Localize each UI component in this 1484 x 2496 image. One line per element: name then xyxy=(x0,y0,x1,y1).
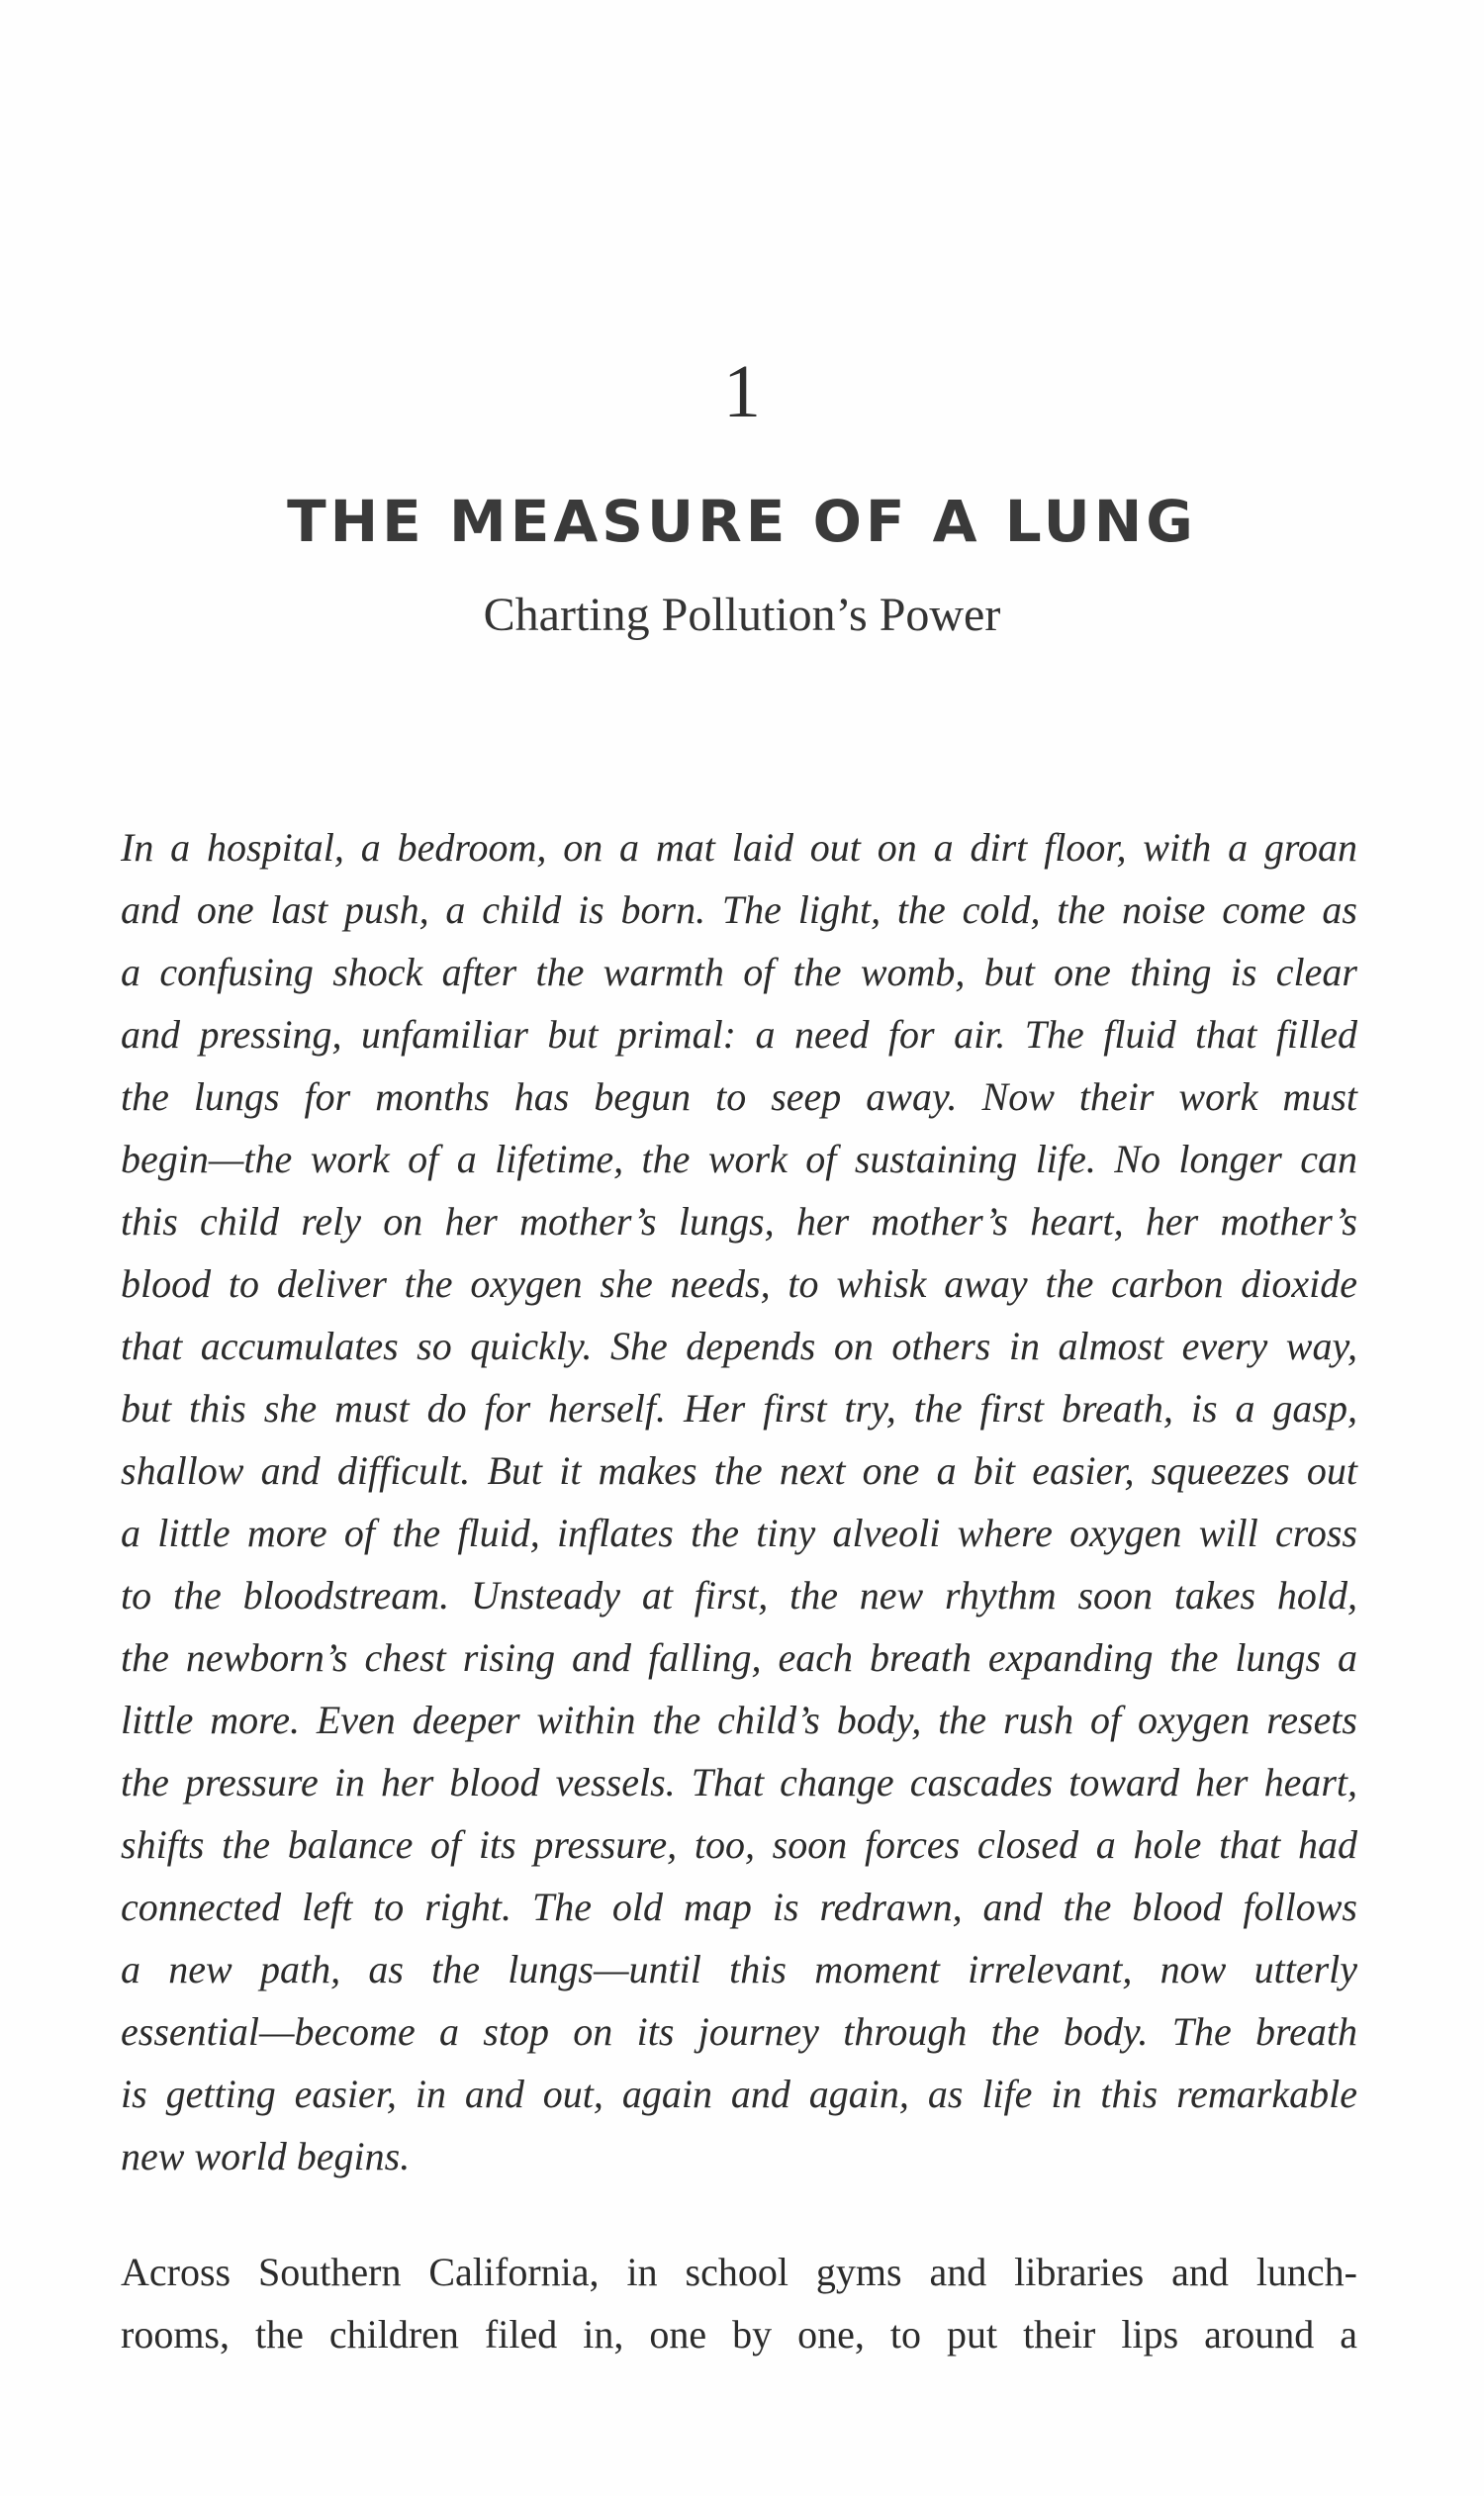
epigraph-line: the pressure in her blood vessels. That change cascades toward her heart, xyxy=(121,1760,1357,1804)
epigraph-line: a confusing shock after the warmth of the womb, but one thing is clear xyxy=(121,950,1357,994)
epigraph-line: connected left to right. The old map is redrawn, and the blood follows xyxy=(121,1885,1357,1929)
epigraph-line: the newborn’s chest rising and falling, each breath expanding the lungs a xyxy=(121,1635,1357,1680)
epigraph-line: and pressing, unfamiliar but primal: a need for air. The fluid that filled xyxy=(121,1012,1357,1057)
chapter-subtitle: Charting Pollution’s Power xyxy=(483,589,1001,641)
epigraph-line: little more. Even deeper within the child’s body, the rush of oxygen resets xyxy=(121,1698,1357,1742)
body-line: rooms, the children filed in, one by one, to put their lips around a xyxy=(121,2312,1357,2357)
epigraph-line: and one last push, a child is born. The light, the cold, the noise come as xyxy=(121,887,1357,932)
epigraph-line: a little more of the fluid, inflates the tiny alveoli where oxygen will cross xyxy=(121,1511,1357,1555)
epigraph-line: In a hospital, a bedroom, on a mat laid out on a dirt floor, with a groan xyxy=(121,825,1357,870)
epigraph-line: a new path, as the lungs—until this moment irrelevant, now utterly xyxy=(121,1947,1357,1991)
epigraph-line: but this she must do for herself. Her first try, the first breath, is a gasp, xyxy=(121,1386,1357,1431)
epigraph-line: that accumulates so quickly. She depends on others in almost every way, xyxy=(121,1324,1357,1368)
chapter-title: THE MEASURE OF A LUNG xyxy=(287,488,1197,555)
epigraph-line: is getting easier, in and out, again and again, as life in this remarkable xyxy=(121,2072,1357,2116)
epigraph-line: to the bloodstream. Unsteady at first, the new rhythm soon takes hold, xyxy=(121,1573,1357,1618)
epigraph-line: blood to deliver the oxygen she needs, to whisk away the carbon dioxide xyxy=(121,1261,1357,1306)
epigraph-paragraph xyxy=(121,816,1357,2187)
epigraph-line: begin—the work of a lifetime, the work of sustaining life. No longer can xyxy=(121,1137,1357,1181)
chapter-number: 1 xyxy=(723,350,761,433)
epigraph-line: shallow and difficult. But it makes the next one a bit easier, squeezes out xyxy=(121,1448,1357,1493)
epigraph-line: shifts the balance of its pressure, too, soon forces closed a hole that had xyxy=(121,1822,1357,1867)
body-paragraph xyxy=(121,2241,1357,2365)
epigraph-line: this child rely on her mother’s lungs, her mother’s heart, her mother’s xyxy=(121,1199,1357,1244)
epigraph-line: new world begins. xyxy=(121,2134,411,2178)
epigraph-line: essential—become a stop on its journey through the body. The breath xyxy=(121,2009,1357,2054)
epigraph-line: the lungs for months has begun to seep away. Now their work must xyxy=(121,1074,1357,1119)
body-line: Across Southern California, in school gyms and libraries and lunch- xyxy=(121,2250,1357,2294)
